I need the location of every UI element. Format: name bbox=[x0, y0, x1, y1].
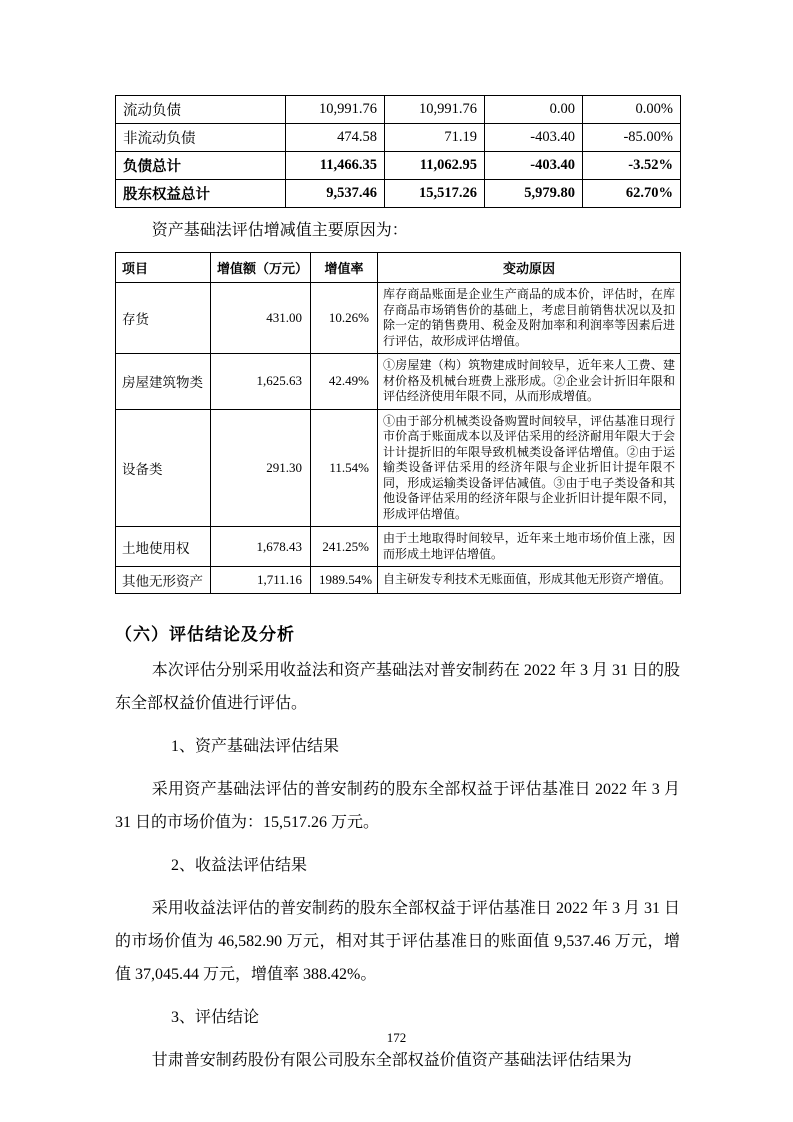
paragraph: 本次评估分别采用收益法和资产基础法对普安制药在 2022 年 3 月 31 日的股东全部权益价值进行评估。 bbox=[115, 662, 680, 712]
reason-table bbox=[115, 252, 681, 594]
row-label: 非流动负债 bbox=[116, 124, 286, 152]
liability-row bbox=[116, 96, 681, 124]
cell-value: -403.40 bbox=[485, 124, 583, 152]
amount-cell: 1,711.16 bbox=[211, 567, 311, 594]
document-content bbox=[115, 95, 680, 1086]
column-header: 增值率 bbox=[311, 253, 378, 283]
amount-cell: 1,625.63 bbox=[211, 354, 311, 410]
cell-value: 11,466.35 bbox=[286, 152, 385, 180]
cell-value: 474.58 bbox=[286, 124, 385, 152]
rate-cell: 1989.54% bbox=[311, 567, 378, 594]
reason-row bbox=[116, 354, 681, 410]
cell-value: 11,062.95 bbox=[385, 152, 485, 180]
cell-value: 9,537.46 bbox=[286, 180, 385, 208]
reason-cell: ①房屋建（构）筑物建成时间较早，近年来人工费、建材价格及机械台班费上涨形成。②企业会计折旧年限和评估经济使用年限不同，从而形成增值。 bbox=[378, 354, 681, 410]
cell-value: 10,991.76 bbox=[385, 96, 485, 124]
cell-value: 71.19 bbox=[385, 124, 485, 152]
paragraph: 采用收益法评估的普安制药的股东全部权益于评估基准日 2022 年 3 月 31 日的市场价值为 46,582.90 万元，相对其于评估基准日的账面值 9,537.46 万元，增值 37,045.44 万元，增值率 388.42%。 bbox=[115, 900, 680, 983]
item-cell: 房屋建筑物类 bbox=[116, 354, 211, 410]
cell-value: 0.00 bbox=[485, 96, 583, 124]
reason-cell: 库存商品账面是企业生产商品的成本价，评估时，在库存商品市场销售价的基础上，考虑目前销售状况以及扣除一定的销售费用、税金及附加率和利润率等因素后进行评估，故形成评估增值。 bbox=[378, 283, 681, 354]
cell-value: 10,991.76 bbox=[286, 96, 385, 124]
item-cell: 其他无形资产 bbox=[116, 567, 211, 594]
amount-cell: 1,678.43 bbox=[211, 527, 311, 567]
page-number: 172 bbox=[386, 1030, 407, 1045]
cell-value: 5,979.80 bbox=[485, 180, 583, 208]
cell-value: 62.70% bbox=[583, 180, 681, 208]
liability-row bbox=[116, 124, 681, 152]
column-header: 增值额（万元） bbox=[211, 253, 311, 283]
item-cell: 存货 bbox=[116, 283, 211, 354]
amount-cell: 431.00 bbox=[211, 283, 311, 354]
sub-heading: 3、评估结论 bbox=[171, 1009, 260, 1026]
liability-row-total bbox=[116, 152, 681, 180]
amount-cell: 291.30 bbox=[211, 409, 311, 527]
row-label: 负债总计 bbox=[116, 152, 286, 180]
reason-row bbox=[116, 409, 681, 527]
reason-cell: ①由于部分机械类设备购置时间较早，评估基准日现行市价高于账面成本以及评估采用的经济耐用年限大于会计计提折旧的年限导致机械类设备评估增值。②由于运输类设备评估采用的经济年限与企业折旧计提年限不同，形成运输类设备评估减值。③由于电子类设备和其他设备评估采用的经济年限与企业折旧计提年限不同，形成评估增值。 bbox=[378, 409, 681, 527]
reason-table-header-row bbox=[116, 253, 681, 283]
intro-paragraph: 资产基础法评估增减值主要原因为： bbox=[151, 222, 408, 239]
paragraph: 采用资产基础法评估的普安制药的股东全部权益于评估基准日 2022 年 3 月 31 日的市场价值为：15,517.26 万元。 bbox=[115, 781, 680, 831]
column-header: 项目 bbox=[116, 253, 211, 283]
column-header: 变动原因 bbox=[378, 253, 681, 283]
rate-cell: 10.26% bbox=[311, 283, 378, 354]
cell-value: -85.00% bbox=[583, 124, 681, 152]
rate-cell: 241.25% bbox=[311, 527, 378, 567]
item-cell: 设备类 bbox=[116, 409, 211, 527]
item-cell: 土地使用权 bbox=[116, 527, 211, 567]
row-label: 股东权益总计 bbox=[116, 180, 286, 208]
equity-total-row bbox=[116, 180, 681, 208]
reason-row bbox=[116, 567, 681, 594]
sub-heading: 2、收益法评估结果 bbox=[171, 857, 308, 874]
paragraph: 甘肃普安制药股份有限公司股东全部权益价值资产基础法评估结果为 bbox=[151, 1052, 632, 1069]
rate-cell: 11.54% bbox=[311, 409, 378, 527]
liabilities-table bbox=[115, 95, 681, 208]
reason-row bbox=[116, 283, 681, 354]
reason-cell: 自主研发专利技术无账面值，形成其他无形资产增值。 bbox=[378, 567, 681, 594]
cell-value: -403.40 bbox=[485, 152, 583, 180]
reason-row bbox=[116, 527, 681, 567]
cell-value: -3.52% bbox=[583, 152, 681, 180]
row-label: 流动负债 bbox=[116, 96, 286, 124]
rate-cell: 42.49% bbox=[311, 354, 378, 410]
cell-value: 0.00% bbox=[583, 96, 681, 124]
reason-cell: 由于土地取得时间较早，近年来土地市场价值上涨，因而形成土地评估增值。 bbox=[378, 527, 681, 567]
section-heading: （六）评估结论及分析 bbox=[115, 625, 295, 644]
cell-value: 15,517.26 bbox=[385, 180, 485, 208]
sub-heading: 1、资产基础法评估结果 bbox=[171, 738, 340, 755]
